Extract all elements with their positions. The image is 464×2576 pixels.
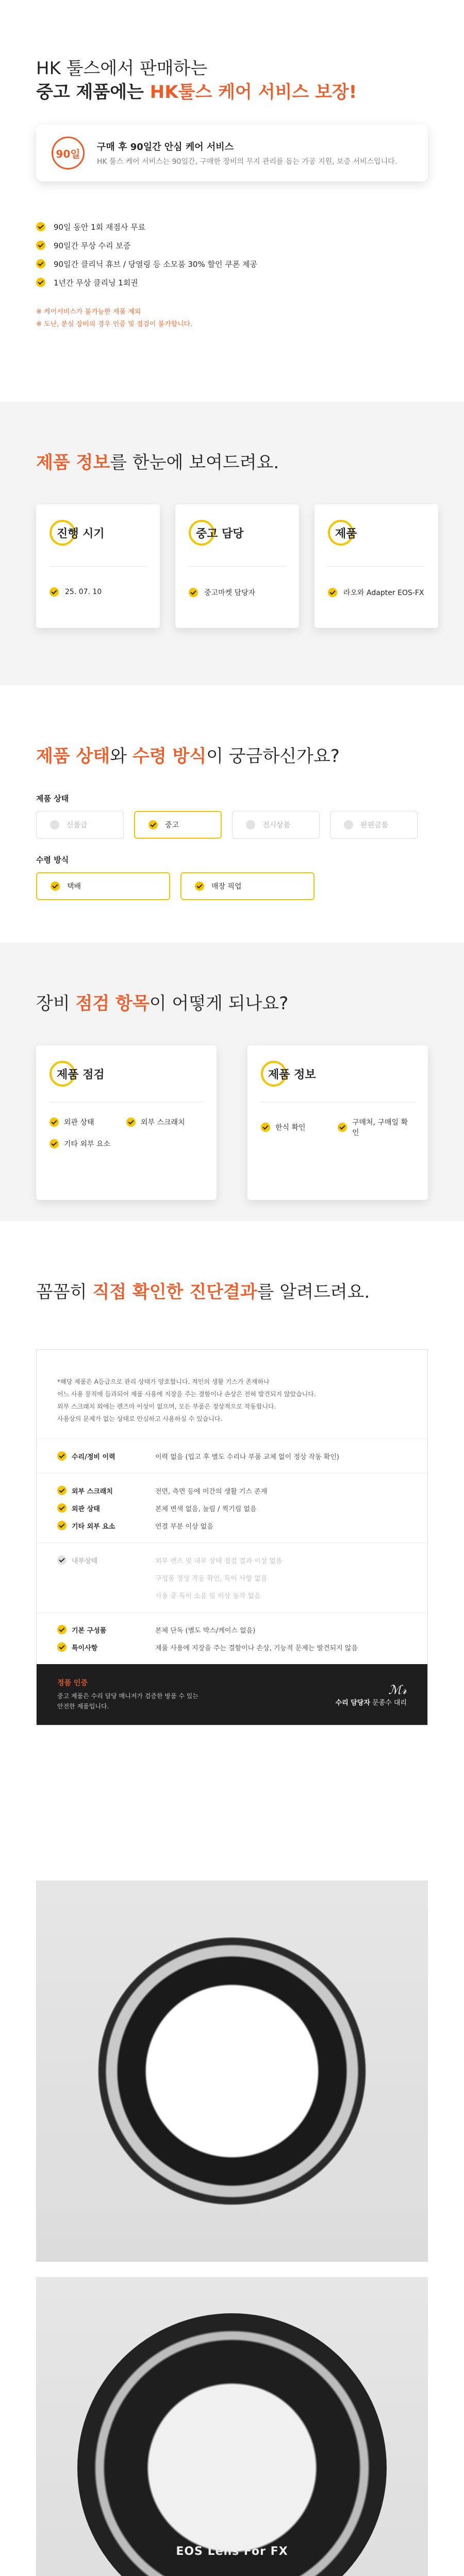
report-row-key: 내부상태 <box>72 1557 98 1565</box>
hero-line2 <box>36 80 464 104</box>
check-icon <box>50 820 59 829</box>
condition-option-label: 전시상품 <box>262 821 291 829</box>
report-row <box>37 1621 427 1638</box>
info-card-head: 제품 <box>335 527 357 540</box>
benefit-item <box>36 273 464 292</box>
report-row <box>37 1499 427 1517</box>
report-intro-line: 외부 스크래치 외에는 렌즈마 이상이 없으며, 모든 부품은 정상적으로 작동합니다. <box>57 1403 276 1410</box>
report-row <box>37 1447 427 1465</box>
receive-options <box>36 872 464 900</box>
report-row-value: 전면, 측면 등에 미간의 생활 기스 존재 <box>155 1487 268 1496</box>
check-icon <box>49 1139 59 1148</box>
inspect-item <box>126 1117 203 1127</box>
benefit-item <box>36 255 464 273</box>
report-group <box>37 1439 427 1473</box>
inspect-item-label: 한식 확인 <box>275 1124 306 1132</box>
info-title-bold: 제품 정보 <box>36 452 110 473</box>
report-row-key: 수리/정비 이력 <box>72 1453 115 1461</box>
signature-role: 수리 담당자 <box>335 1699 370 1707</box>
hero-line2-prefix: 중고 제품에는 <box>36 82 150 103</box>
note-text: ※ 케어서비스가 불가능한 제품 제외 <box>36 308 141 316</box>
report-row-value: 사용 중 특이 소음 및 이상 동작 없음 <box>155 1592 261 1600</box>
info-title <box>36 448 464 473</box>
report-intro-line: 어느 사용 뭉직에 들과되어 제품 사용에 지장을 주는 결함이나 손상은 전혀 발견되지 않았습니다. <box>57 1391 316 1398</box>
inspect-card-head: 제품 정보 <box>268 1068 316 1081</box>
report-footer-desc: 안전한 제품입니다. <box>57 1703 109 1710</box>
hero-section <box>0 0 464 402</box>
hero-line2-highlight: HK툴스 케어 서비스 보장! <box>150 82 357 103</box>
benefit-item <box>36 236 464 255</box>
report-row <box>37 1482 427 1499</box>
ninety-day-badge: 90일 <box>52 137 85 170</box>
inspect-item-label: 외관 상태 <box>64 1118 94 1127</box>
signature-mark: ℳ𝓇 <box>388 1682 407 1697</box>
info-card-product <box>314 504 438 628</box>
report-row <box>37 1586 427 1604</box>
state-title-b: 와 <box>110 746 132 767</box>
report-box <box>36 1349 428 1725</box>
benefit-text: 90일간 클리닉 휴브 / 당열링 등 소모품 30% 할인 쿠폰 제공 <box>54 259 257 269</box>
benefit-text: 1년간 무상 클리닝 1회권 <box>54 278 138 287</box>
report-title <box>36 1278 464 1303</box>
receive-option-label: 매장 픽업 <box>211 883 242 891</box>
report-row <box>37 1638 427 1656</box>
benefit-item <box>36 217 464 236</box>
receive-option-label: 택배 <box>67 883 81 891</box>
inspect-card-product <box>36 1045 217 1200</box>
report-row <box>37 1569 427 1586</box>
report-row <box>37 1551 427 1569</box>
benefit-list <box>36 217 464 292</box>
inspect-title-a: 장비 <box>36 993 76 1014</box>
receive-option-delivery <box>36 872 170 900</box>
report-row-value: 연결 부분 이상 없음 <box>155 1522 213 1531</box>
signature-block <box>336 1683 407 1707</box>
info-card-value: 라오와 Adapter EOS-FX <box>343 589 424 597</box>
inspect-card-info <box>247 1045 428 1200</box>
report-intro-line: *해당 제품은 A등급으로 관리 상태가 양호합니다. 적인의 생활 기스가 존재하나 <box>57 1378 270 1385</box>
inspect-item <box>261 1117 338 1138</box>
state-title-c: 수령 방식 <box>132 746 207 767</box>
product-info-section <box>0 402 464 685</box>
check-icon <box>57 1486 67 1495</box>
care-service-card <box>36 125 428 181</box>
report-row <box>37 1517 427 1534</box>
check-icon <box>344 820 353 829</box>
state-title-d: 이 궁금하신가요? <box>206 746 340 767</box>
condition-option-new <box>36 811 124 839</box>
report-row-value: 구성품 정상 작동 확인, 특이 사항 없음 <box>155 1574 268 1583</box>
check-icon <box>57 1521 67 1530</box>
inspect-item <box>49 1139 126 1149</box>
report-row-key: 외관 상태 <box>72 1505 100 1513</box>
state-title <box>36 742 464 767</box>
check-icon <box>148 820 158 829</box>
adapter-side-image <box>77 2313 387 2576</box>
inspect-title-b: 점검 항목 <box>75 993 150 1014</box>
report-footer <box>37 1664 427 1725</box>
report-row-key: 특이사항 <box>72 1644 98 1652</box>
inspection-section <box>0 943 464 1221</box>
condition-option-label: 신품급 <box>67 821 88 829</box>
inspect-item-label: 구매처, 구매일 확인 <box>352 1118 408 1137</box>
inspect-card-head: 제품 점검 <box>57 1068 105 1081</box>
report-row-value: 제품 사용에 지장을 주는 결함이나 손상, 기능적 문제는 발견되지 않음 <box>155 1644 358 1652</box>
report-footer-desc: 중고 제품은 수리 담당 매니저가 검증한 방품 수 있는 <box>57 1692 198 1700</box>
report-footer-title: 정품 인증 <box>57 1679 88 1687</box>
condition-options <box>36 811 464 839</box>
check-icon <box>36 259 45 268</box>
inspect-item-label: 기타 외부 요소 <box>64 1140 111 1148</box>
check-icon <box>51 882 60 891</box>
adapter-ring-image <box>98 1937 366 2205</box>
benefit-text: 90일간 무상 수리 보증 <box>54 241 131 250</box>
check-icon <box>246 820 255 829</box>
report-intro-line: 사용상의 문제가 없는 상태로 안심하고 사용하실 수 있습니다. <box>57 1415 223 1422</box>
hero-line1: HK 툴스에서 판매하는 <box>36 58 208 79</box>
check-icon <box>338 1123 347 1132</box>
condition-label: 제품 상태 <box>36 794 69 803</box>
product-state-section <box>0 685 464 943</box>
info-card-value: 중고마켓 담당자 <box>204 589 256 597</box>
report-group <box>37 1543 427 1613</box>
report-group <box>37 1613 427 1664</box>
condition-option-label: 중고 <box>165 821 179 829</box>
inspect-item <box>49 1117 126 1127</box>
notes <box>36 306 464 331</box>
check-icon <box>49 1117 59 1127</box>
report-intro <box>37 1350 427 1439</box>
benefit-text: 90일 동안 1회 재점사 무료 <box>54 222 146 232</box>
product-photo-top <box>36 1880 428 2262</box>
check-icon <box>36 222 45 231</box>
condition-option-other <box>330 811 418 839</box>
condition-option-label: 판핀금품 <box>360 821 389 829</box>
condition-option-used <box>134 811 222 839</box>
report-group <box>37 1473 427 1543</box>
check-icon <box>57 1642 67 1652</box>
inspect-item-label: 외부 스크래치 <box>141 1118 185 1127</box>
info-card-date <box>36 504 160 628</box>
receive-label: 수령 방식 <box>36 855 69 865</box>
check-icon <box>57 1625 67 1634</box>
condition-option-display <box>232 811 320 839</box>
adapter-engraving: EOS Lens For FX <box>176 2545 288 2558</box>
report-row-value: 본체 변색 없음, 눌림 / 찍기림 없음 <box>155 1505 257 1513</box>
state-title-a: 제품 상태 <box>36 746 110 767</box>
receive-option-pickup <box>180 872 314 900</box>
report-row-value: 본체 단독 (별도 박스/케이스 없음) <box>155 1626 256 1635</box>
check-icon <box>49 587 59 597</box>
check-icon <box>57 1555 67 1565</box>
signature-name: 문종수 대리 <box>372 1699 407 1707</box>
info-card-manager <box>175 504 299 628</box>
info-card-head: 진행 시기 <box>57 527 105 540</box>
check-icon <box>36 278 45 287</box>
info-card-head: 중고 담당 <box>196 527 244 540</box>
check-icon <box>57 1503 67 1513</box>
check-icon <box>189 588 198 597</box>
check-icon <box>261 1123 270 1132</box>
care-card-desc: HK 툴스 케어 서비스는 90일간, 구매한 장비의 무지 관리를 돕는 가공 지원, 보증 서비스입니다. <box>97 158 397 166</box>
check-icon <box>36 241 45 250</box>
info-card-value: 25. 07. 10 <box>65 588 102 596</box>
product-photo-side <box>36 2277 428 2576</box>
report-row-key: 외부 스크래치 <box>72 1487 113 1496</box>
report-title-c: 를 알려드려요. <box>257 1282 370 1302</box>
inspect-title-c: 이 어떻게 되나요? <box>149 993 289 1014</box>
report-row-key: 기본 구성품 <box>72 1626 107 1635</box>
check-icon <box>126 1117 136 1127</box>
check-icon <box>57 1451 67 1461</box>
care-card-title: 구매 후 90일간 안심 케어 서비스 <box>97 142 234 152</box>
check-icon <box>195 882 204 891</box>
report-title-a: 꼼꼼히 <box>36 1282 93 1302</box>
inspect-title <box>36 989 464 1014</box>
report-row-value: 이력 없음 (입고 후 별도 수리나 부품 교체 없이 정상 작동 확인) <box>155 1453 339 1461</box>
info-title-rest: 를 한눈에 보여드려요. <box>110 452 279 473</box>
inspect-item <box>338 1117 415 1138</box>
report-row-key: 기타 외부 요소 <box>72 1522 115 1531</box>
report-row-value: 외부 렌즈 및 내부 상태 점검 결과 이상 없음 <box>155 1557 283 1565</box>
report-title-b: 직접 확인한 진단결과 <box>92 1282 257 1302</box>
note-text: ※ 도난, 분실 장비의 경우 인증 및 점검이 불가합니다. <box>36 320 193 328</box>
diagnosis-report-section <box>0 1221 464 1880</box>
check-icon <box>328 588 337 597</box>
